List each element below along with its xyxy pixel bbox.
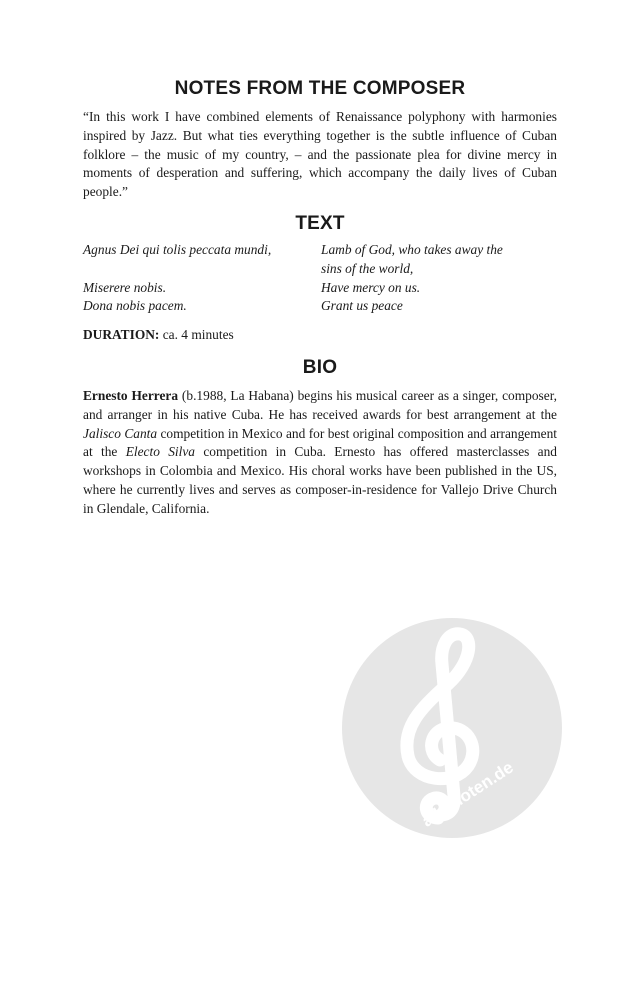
composer-name: Ernesto Herrera: [83, 387, 179, 403]
competition-electo: Electo Silva: [125, 444, 195, 460]
latin-line-2: Miserere nobis.: [83, 279, 167, 295]
duration-label: DURATION:: [83, 327, 160, 343]
latin-line-1: Agnus Dei qui tolis peccata mundi,: [83, 241, 272, 257]
watermark-logo: [342, 618, 562, 838]
bio-text-2: competition in Mexico and for best original composition and arrangement at the: [83, 425, 558, 460]
english-line-2: Have mercy on us.: [321, 279, 421, 295]
duration-line: [83, 326, 557, 345]
duration-value: ca. 4 minutes: [159, 327, 234, 343]
bio-text-1: (b.1988, La Habana) begins his musical career as a singer, composer, and arranger in his native Cuba. He has received awards for best arrangement at the: [83, 387, 557, 422]
latin-line-3: Dona nobis pacem.: [83, 298, 187, 314]
watermark-text: alle-noten.de: [418, 757, 517, 831]
competition-jalisco: Jalisco Canta: [83, 425, 158, 441]
text-heading: TEXT: [295, 212, 345, 234]
text-translation-grid: [83, 241, 557, 316]
latin-spacer: [83, 260, 321, 279]
english-line-1a: Lamb of God, who takes away the: [321, 241, 503, 257]
document-page: [83, 78, 557, 519]
english-line-3: Grant us peace: [321, 298, 403, 314]
bio-heading: BIO: [302, 356, 338, 378]
bio-text-3: competition in Cuba. Ernesto has offered masterclasses and workshops in Colombia and Mexico. His choral works have been published in the US, where he currently lives and serves as composer-in-residence for Vallejo Drive Church in Glendale, California.: [83, 444, 558, 516]
composer-quote: “In this work I have combined elements of Renaissance polyphony with harmonies inspired by Jazz. But what ties everything together is the subtle influence of Cuban folklore – the music of my country, – and the passionate plea for divine mercy in moments of desperation and suffering, which accompany the daily lives of Cuban people.”: [83, 109, 557, 200]
bio-paragraph: [83, 387, 557, 519]
english-line-1b: sins of the world,: [321, 260, 414, 276]
notes-heading: NOTES FROM THE COMPOSER: [174, 78, 466, 99]
